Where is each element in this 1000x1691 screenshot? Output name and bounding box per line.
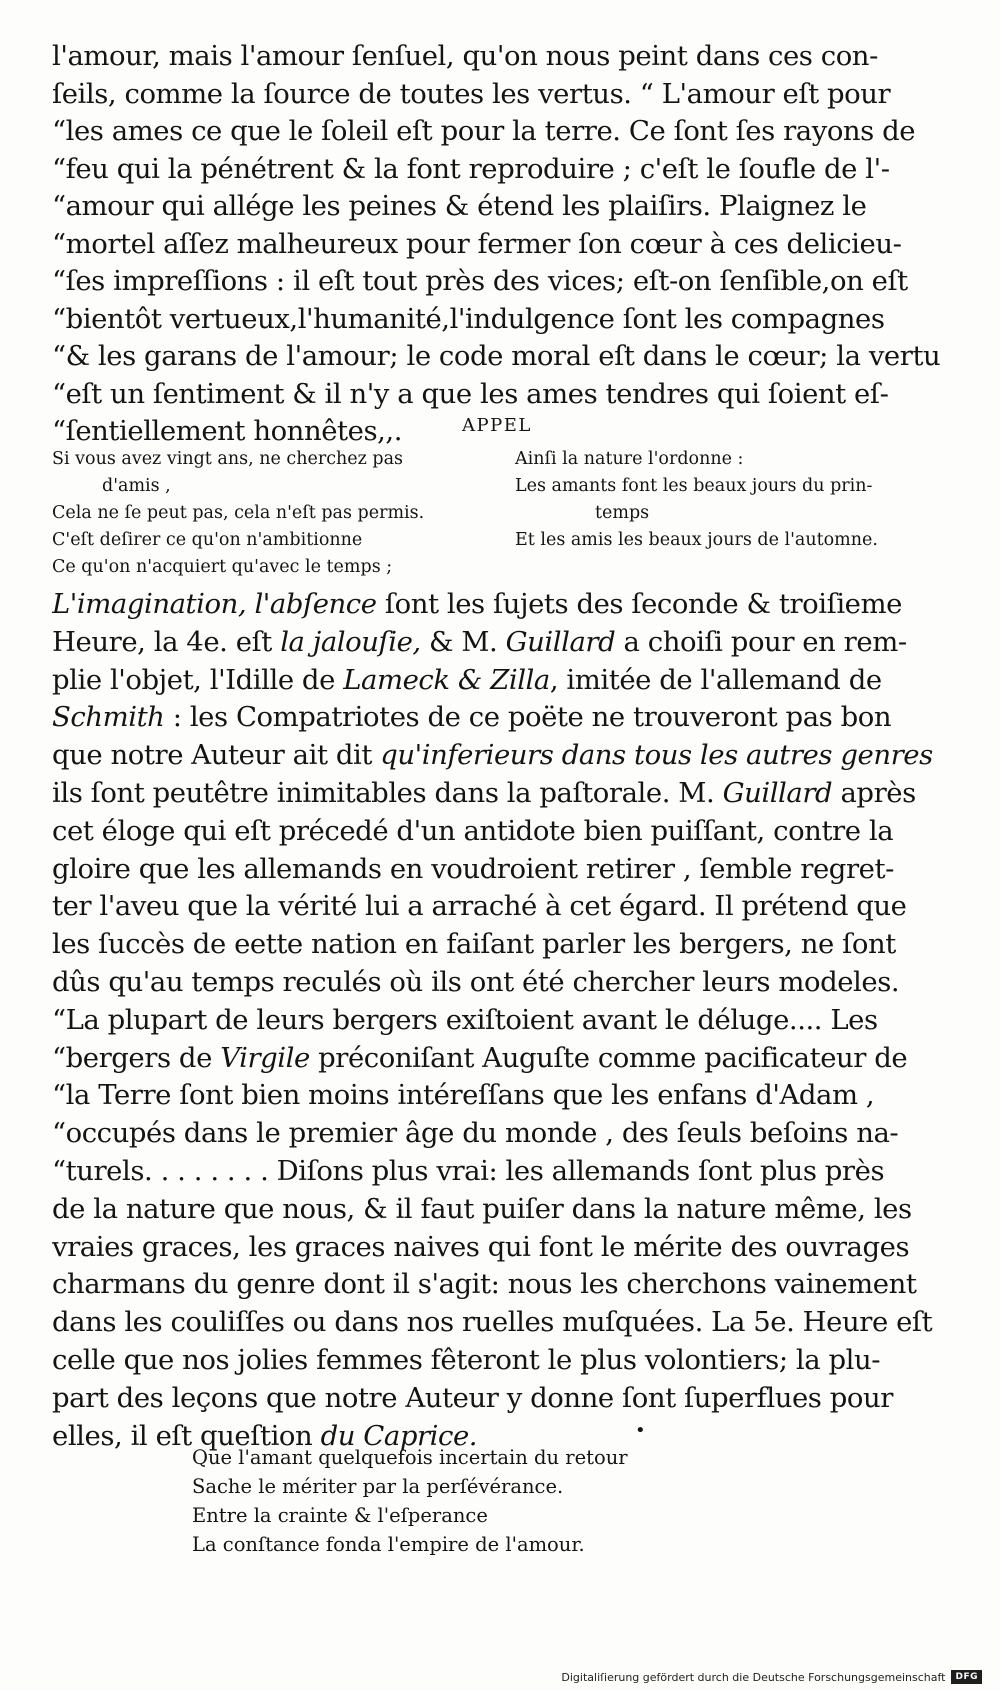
text-line: dûs qu'au temps reculés où ils ont été chercher leurs modeles. <box>52 965 900 998</box>
text-span: : les Compatriotes de ce poëte ne trouveront pas bon <box>164 701 892 734</box>
text-line: de la nature que nous, & il faut puiſer dans la nature même, les <box>52 1192 912 1225</box>
text-line: “turels. . . . . . . . Diſons plus vrai: les allemands ſont plus près <box>52 1154 885 1187</box>
text-span: plie l'objet, l'Idille de <box>52 663 344 696</box>
verse-line: Et les amis les beaux jours de l'automne. <box>515 530 878 550</box>
text-line: l'amour, mais l'amour ſenſuel, qu'on nous peint dans ces con- <box>52 40 878 72</box>
text-line: “amour qui allége les peines & étend les plaiſirs. Plaignez le <box>52 190 867 222</box>
paragraph-main <box>52 586 952 1455</box>
text-line <box>52 624 952 662</box>
text-span: a choiſi pour en rem- <box>615 625 907 658</box>
text-line: “ſes impreſſions : il eſt tout près des vices; eſt-on ſenſible,on eſt <box>52 265 908 297</box>
appel-heading: APPEL <box>462 415 532 436</box>
text-line: charmans du genre dont il s'agit: nous les cherchons vainement <box>52 1268 917 1301</box>
text-span: , imitée de l'allemand de <box>549 663 882 696</box>
text-line <box>52 775 952 813</box>
text-line: ter l'aveu que la vérité lui a arraché à cet égard. Il prétend que <box>52 890 907 923</box>
text-span: que notre Auteur ait dit <box>52 739 381 772</box>
text-line: dans les couliſſes ou dans nos ruelles muſquées. La 5e. Heure eſt <box>52 1306 933 1339</box>
text-line: “mortel aſſez malheureux pour fermer ſon cœur à ces delicieu- <box>52 227 902 260</box>
text-line: “& les garans de l'amour; le code moral eſt dans le cœur; la vertu <box>52 340 941 372</box>
verse-line: temps <box>595 503 650 523</box>
text-span: ils ſont peutêtre inimitables dans la paſtorale. M. <box>52 776 723 809</box>
text-line: cet éloge qui eſt précedé d'un antidote bien puiſſant, contre la <box>52 814 894 847</box>
text-line <box>52 662 952 700</box>
italic-text: Lameck & Zilla <box>343 663 550 696</box>
text-span: & M. <box>420 625 506 658</box>
dfg-logo-icon: DFG <box>951 1670 982 1684</box>
verse-line: d'amis , <box>102 476 171 496</box>
text-line: vraies graces, les graces naives qui font le mérite des ouvrages <box>52 1230 910 1263</box>
text-line: “ſentiellement honnêtes,,. <box>52 415 402 447</box>
verse-line: Les amants font les beaux jours du prin- <box>515 476 873 496</box>
verse-left-column <box>52 446 472 581</box>
digitization-footer <box>561 1670 982 1684</box>
text-line: “eſt un ſentiment & il n'y a que les ames tendres qui ſoient eſ- <box>52 377 889 410</box>
text-line: “bientôt vertueux,l'humanité,l'indulgence ſont les compagnes <box>52 302 885 335</box>
italic-text: Guillard <box>505 625 616 658</box>
italic-text: du Caprice. <box>320 1419 478 1452</box>
verse-line: Entre la crainte & l'eſperance <box>192 1504 488 1527</box>
text-span: préconiſant Auguſte comme pacificateur de <box>309 1041 908 1074</box>
footer-text: Digitaliſierung gefördert durch die Deutsche Forschungsgemeinschaft <box>561 1670 946 1684</box>
text-span: “bergers de <box>52 1041 221 1074</box>
text-line: les ſuccès de eette nation en faiſant parler les bergers, ne ſont <box>52 928 896 961</box>
text-line: part des leçons que notre Auteur y donne ſont ſuperflues pour <box>52 1381 893 1414</box>
verse-line: Ce qu'on n'acquiert qu'avec le temps ; <box>52 557 393 577</box>
italic-text: L'imagination, l'abſence <box>52 588 377 620</box>
italic-text: Schmith <box>52 701 165 734</box>
verse-line: Cela ne ſe peut pas, cela n'eſt pas permis. <box>52 503 425 523</box>
text-line <box>52 586 952 624</box>
text-span: Heure, la 4e. eſt <box>52 625 281 658</box>
text-line: gloire que les allemands en voudroient retirer , ſemble regret- <box>52 852 894 885</box>
text-line: “la Terre ſont bien moins intéreſſans que les enfans d'Adam , <box>52 1079 875 1112</box>
verse-line: Ainſi la nature l'ordonne : <box>515 449 744 469</box>
italic-text: la jalouſie, <box>280 625 421 658</box>
text-line: “les ames ce que le ſoleil eſt pour la terre. Ce ſont ſes rayons de <box>52 115 916 147</box>
text-line: “occupés dans le premier âge du monde , des ſeuls beſoins na- <box>52 1117 899 1150</box>
italic-text: qu'inferieurs dans tous les autres genres <box>380 739 933 772</box>
text-line: “La plupart de leurs bergers exiſtoient avant le déluge.... Les <box>52 1003 878 1036</box>
italic-text: Virgile <box>220 1041 310 1074</box>
verse-final <box>192 1443 628 1559</box>
text-line <box>52 699 952 737</box>
verse-line: La conſtance fonda l'empire de l'amour. <box>192 1533 585 1556</box>
verse-line: Si vous avez vingt ans, ne cherchez pas <box>52 449 404 469</box>
verse-line: Que l'amant quelquefois incertain du retour <box>192 1446 628 1469</box>
text-span: elles, il eſt queſtion <box>52 1419 321 1452</box>
verse-right-column <box>515 446 945 554</box>
text-line: “feu qui la pénétrent & la font reproduire ; c'eſt le ſoufle de l'- <box>52 152 890 185</box>
text-line <box>52 1040 952 1078</box>
ink-mark-icon: • <box>635 1420 646 1441</box>
verse-line: Sache le mériter par la perſévérance. <box>192 1475 564 1498</box>
text-span: après <box>832 776 916 809</box>
paragraph-intro <box>52 38 952 451</box>
text-line: ſeils, comme la ſource de toutes les vertus. “ L'amour eſt pour <box>52 77 891 110</box>
text-line <box>52 737 952 775</box>
verse-line: C'eſt deſirer ce qu'on n'ambitionne <box>52 530 363 550</box>
italic-text: Guillard <box>722 776 833 809</box>
text-span: ſont les ſujets des ſeconde & troiſieme <box>376 588 902 620</box>
text-line: celle que nos jolies femmes fêteront le plus volontiers; la plu- <box>52 1343 881 1376</box>
